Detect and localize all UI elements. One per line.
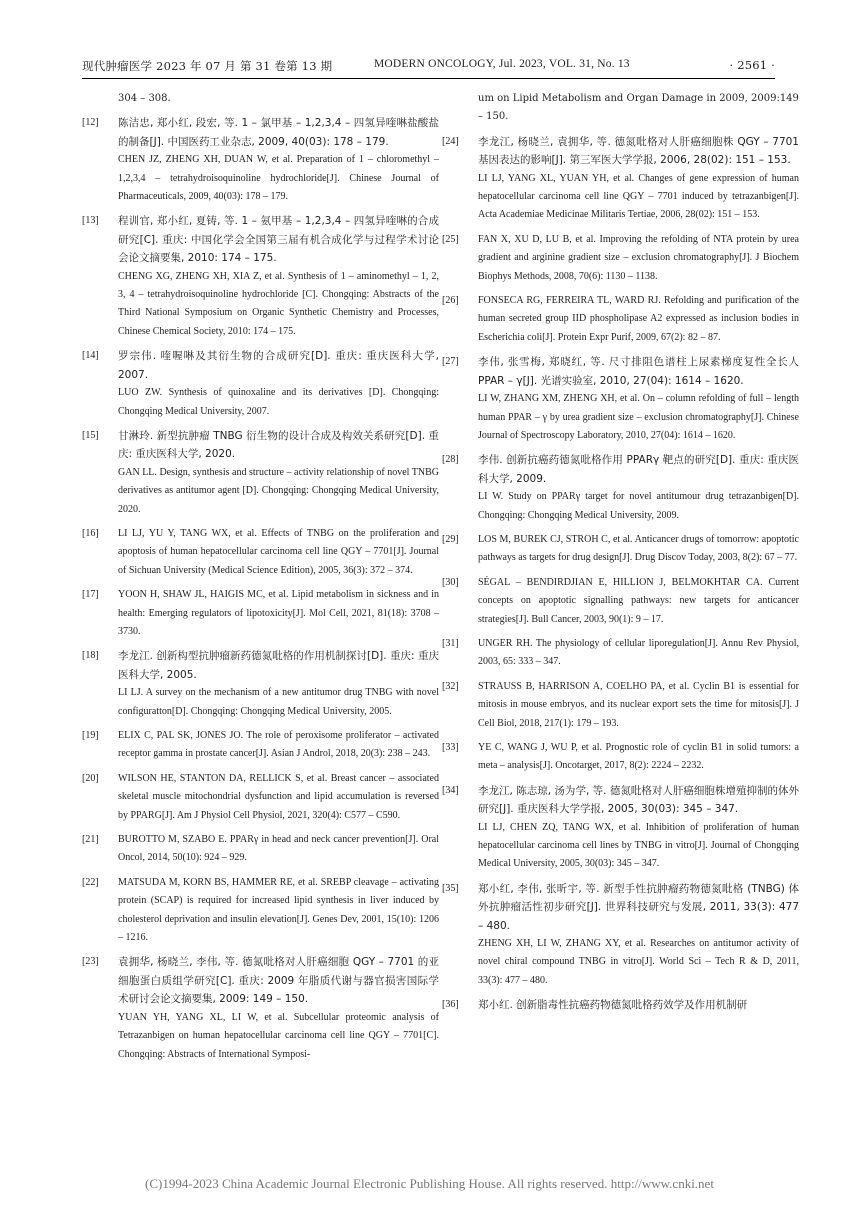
reference-number: [15] [82, 429, 99, 441]
reference-english-citation: FONSECA RG, FERREIRA TL, WARD RJ. Refolding and purification of the human secreted group IID phospholipase A2 expressed as inclusion bodies in Escherichia coli[J]. Protein Expr Purif, 2009, 67(2): 82 – 87. [478, 295, 799, 343]
reference-number: [28] [442, 454, 459, 466]
reference-number: [14] [82, 350, 99, 362]
reference-chinese-citation: 李伟. 创新抗癌药德氮吡格作用 PPARγ 靶点的研究[D]. 重庆: 重庆医科大学, 2009. [478, 454, 799, 485]
reference-text [118, 212, 439, 341]
reference-english-citation: LI W. Study on PPARγ target for novel antitumour drug tetrazanbigen[D]. Chongqing: Chongqing Medical University, 2009. [478, 491, 799, 521]
reference-number: [22] [82, 876, 99, 888]
reference-english-citation: CHENG XG, ZHENG XH, XIA Z, et al. Synthesis of 1 – aminomethyl – 1, 2, 3, 4 – tetrahydroisoquinoline hydrochloride [C]. Chongqing: Abstracts of the Third National Symposium on Organic Synthetic Chemistry and Processes, Chinese Chemical Society, 2010: 174 – 175. [118, 270, 439, 337]
reference-item [442, 739, 799, 776]
page-number: · 2561 · [729, 58, 775, 72]
reference-item [82, 831, 439, 868]
reference-number: [36] [442, 999, 459, 1011]
reference-chinese-citation: 罗宗伟. 喹喔啉及其衍生物的合成研究[D]. 重庆: 重庆医科大学, 2007. [118, 350, 439, 381]
running-header [82, 56, 775, 79]
reference-item [442, 292, 799, 347]
reference-item [442, 531, 799, 568]
reference-text [478, 292, 799, 347]
reference-number: [25] [442, 233, 459, 245]
reference-item [442, 353, 799, 445]
reference-text [118, 727, 439, 764]
reference-text [478, 635, 799, 672]
copyright-footer: (C)1994-2023 China Academic Journal Electronic Publishing House. All rights reserved. http://www.cnki.net [145, 1176, 714, 1191]
reference-number: [24] [442, 135, 459, 147]
reference-chinese-citation: 郑小红. 创新脂毒性抗癌药物德氮吡格药效学及作用机制研 [478, 999, 748, 1012]
reference-chinese-citation: 李龙江, 杨晓兰, 袁拥华, 等. 德氮吡格对人肝癌细胞株 QGY – 7701 基因表达的影响[J]. 第三军医大学学报, 2006, 28(02): 151 – 153. [478, 135, 799, 167]
reference-text [118, 874, 439, 948]
reference-english-citation: FAN X, XU D, LU B, et al. Improving the refolding of NTA protein by urea gradient and arginine gradient size – exclusion chromatography[J]. J Biochem Biophys Methods, 2008, 70(6): 1130 – 1138. [478, 233, 799, 282]
reference-item [82, 347, 439, 421]
reference-number: [19] [82, 730, 99, 741]
reference-item [82, 953, 439, 1063]
reference-text [478, 880, 799, 990]
reference-number: [16] [82, 527, 99, 539]
reference-number: [18] [82, 650, 99, 662]
reference-english-citation: GAN LL. Design, synthesis and structure – activity relationship of novel TNBG derivatives as antitumor agent [D]. Chongqing: Chongqing Medical University, 2020. [118, 466, 439, 515]
reference-number: [30] [442, 576, 459, 588]
reference-item [82, 427, 439, 519]
reference-item [442, 678, 799, 733]
reference-number: [34] [442, 784, 459, 796]
reference-item [82, 586, 439, 641]
reference-text [478, 353, 799, 445]
journal-name-cn: 现代肿瘤医学 2023 年 07 月 第 31 卷第 13 期 [82, 59, 333, 73]
reference-item [82, 114, 439, 206]
right-column [442, 90, 799, 1021]
reference-item [82, 647, 439, 721]
reference-english-citation: LI W, ZHANG XM, ZHENG XH, et al. On – column refolding of full – length human PPAR – γ by urea gradient size – exclusion chromatography[J]. Chinese Journal of Spectroscopy Laboratory, 2010, 27(04): 1614 – 1620. [478, 393, 799, 441]
reference-item [442, 880, 799, 990]
reference-english-citation: LUO ZW. Synthesis of quinoxaline and its derivatives [D]. Chongqing: Chongqing Medical University, 2007. [118, 387, 439, 417]
reference-chinese-citation: 袁拥华, 杨晓兰, 李伟, 等. 德氮吡格对人肝癌细胞 QGY – 7701 的亚细胞蛋白质组学研究[C]. 重庆: 2009 年脂质代谢与器官损害国际学术研讨会论文摘要集, 2009: 149 – 150. [118, 956, 439, 1006]
reference-text [478, 739, 799, 776]
reference-number: [21] [82, 834, 99, 846]
reference-item [442, 231, 799, 286]
reference-english-citation: ELIX C, PAL SK, JONES JO. The role of peroxisome proliferator – activated receptor gamma in prostate cancer[J]. Asian J Androl, 2018, 20(3): 238 – 243. [118, 730, 439, 760]
reference-item [442, 574, 799, 629]
reference-chinese-citation: 李龙江. 创新构型抗肿瘤新药德氮吡格的作用机制探讨[D]. 重庆: 重庆医科大学, 2005. [118, 650, 439, 681]
reference-english-citation: ZHENG XH, LI W, ZHANG XY, et al. Researches on antitumor activity of novel chiral compound TNBG in vitro[J]. World Sci – Tech R & D, 2011, 33(3): 477 – 480. [478, 938, 799, 986]
reference-text [118, 770, 439, 825]
reference-text [478, 133, 799, 225]
reference-english-citation: SÉGAL – BENDIRDJIAN E, HILLION J, BELMOKHTAR CA. Current concepts on apoptotic signalling pathways: new targets for anticancer strategies[J]. Bull Cancer, 2003, 90(1): 9 – 17. [478, 576, 799, 625]
reference-number: [35] [442, 882, 459, 894]
reference-english-citation: LOS M, BUREK CJ, STROH C, et al. Anticancer drugs of tomorrow: apoptotic pathways as targets for drug design[J]. Drug Discov Today, 2003, 8(2): 67 – 77. [478, 533, 799, 564]
reference-text [118, 647, 439, 721]
reference-english-citation: YOON H, SHAW JL, HAIGIS MC, et al. Lipid metabolism in sickness and in health: Emerging regulators of lipotoxicity[J]. Mol Cell, 2021, 81(18): 3708 – 3730. [118, 589, 439, 637]
reference-english-citation: YUAN YH, YANG XL, LI W, et al. Subcellular proteomic analysis of Tetrazanbigen on human hepatocellular carcinoma cell line QGY – 7701[C]. Chongqing: Abstracts of International Symposi- [118, 1011, 439, 1060]
reference-text [118, 525, 439, 580]
reference-number: [13] [82, 215, 99, 227]
reference-number: [31] [442, 637, 459, 649]
reference-item [82, 525, 439, 580]
reference-text [118, 831, 439, 868]
reference-english-citation: CHEN JZ, ZHENG XH, DUAN W, et al. Preparation of 1 – chloromethyl – 1,2,3,4 – tetrahydroisoquinoline hydrochloride[J]. Chinese Journal of Pharmaceuticals, 2009, 40(03): 178 – 179. [118, 154, 439, 203]
reference-text [478, 782, 799, 874]
reference-item [82, 770, 439, 825]
reference-english-citation: LI LJ, YANG XL, YUAN YH, et al. Changes of gene expression of human hepatocellular carcinoma cell line QGY – 7701 induced by tetrazanbigen[J]. Acta Academiae Medicinae Militaris Tertiae, 2006, 28(02): 151 – 153. [478, 172, 799, 221]
reference-chinese-citation: 甘淋玲. 新型抗肿瘤 TNBG 衍生物的设计合成及构效关系研究[D]. 重庆: 重庆医科大学, 2020. [118, 429, 439, 461]
reference-item [442, 133, 799, 225]
reference-item [82, 212, 439, 341]
reference-text [478, 531, 799, 568]
reference-chinese-citation: 郑小红, 李伟, 张昕宇, 等. 新型手性抗肿瘤药物德氮吡格 (TNBG) 体外抗肿瘤活性初步研究[J]. 世界科技研究与发展, 2011, 33(3): 477 – 480. [478, 882, 799, 932]
reference-item [442, 996, 799, 1014]
reference-text [118, 347, 439, 421]
reference-number: [12] [82, 117, 99, 129]
reference-english-citation: STRAUSS B, HARRISON A, COELHO PA, et al. Cyclin B1 is essential for mitosis in mouse embryos, and its nuclear export sets the time for mitosis[J]. J Cell Biol, 2018, 217(1): 179 – 193. [478, 680, 799, 729]
reference-text [478, 451, 799, 525]
reference-number: [32] [442, 680, 459, 692]
reference-text [118, 586, 439, 641]
reference-text [478, 678, 799, 733]
reference-chinese-citation: 程训官, 郑小红, 夏铸, 等. 1 – 氨甲基 – 1,2,3,4 – 四氢异喹啉的合成研究[C]. 重庆: 中国化学会全国第三届有机合成化学与过程学术讨论会论文摘要集, 2010: 174 – 175. [118, 215, 439, 265]
reference-chinese-citation: 李伟, 张雪梅, 郑晓红, 等. 尺寸排阻色谱柱上尿素梯度复性全长人 PPAR – γ[J]. 光谱实验室, 2010, 27(04): 1614 – 1620. [478, 356, 799, 387]
reference-text [478, 574, 799, 629]
reference-text [478, 996, 799, 1014]
reference-english-citation: LI LJ. A survey on the mechanism of a new antitumor drug TNBG with novel configuratton[D]. Chongqing: Chongqing Medical University, 2005. [118, 687, 439, 717]
reference-item [442, 782, 799, 874]
reference-item [82, 874, 439, 948]
left-column [82, 90, 439, 1070]
reference-number: [26] [442, 295, 459, 307]
journal-name-en: MODERN ONCOLOGY, Jul. 2023, VOL. 31, No. 13 [374, 58, 630, 70]
reference-english-citation: UNGER RH. The physiology of cellular liporegulation[J]. Annu Rev Physiol, 2003, 65: 333 – 347. [478, 637, 799, 668]
reference-english-citation: LI LJ, CHEN ZQ, TANG WX, et al. Inhibition of proliferation of human hepatocellular carcinoma cell lines by TNBG in vitro[J]. Journal of Chongqing Medical University, 2005, 30(03): 345 – 347. [478, 821, 799, 870]
reference-text [118, 953, 439, 1063]
reference-text [478, 231, 799, 286]
reference-number: [27] [442, 356, 459, 368]
reference-item [442, 635, 799, 672]
reference-item [442, 451, 799, 525]
reference-number: [33] [442, 742, 459, 753]
reference-text [118, 114, 439, 206]
reference-english-citation: LI LJ, YU Y, TANG WX, et al. Effects of TNBG on the proliferation and apoptosis of human hepatocellular carcinoma cell line QGY – 7701[J]. Journal of Sichuan University (Medical Science Edition), 2005, 36(3): 372 – 374. [118, 527, 439, 576]
reference-english-citation: YE C, WANG J, WU P, et al. Prognostic role of cyclin B1 in solid tumors: a meta – analysis[J]. Oncotarget, 2017, 8(2): 2224 – 2232. [478, 742, 799, 772]
reference-item [82, 727, 439, 764]
reference-chinese-citation: 陈洁忠, 郑小红, 段宏, 等. 1 – 氯甲基 – 1,2,3,4 – 四氢异喹啉盐酸盐的制备[J]. 中国医药工业杂志, 2009, 40(03): 178 – 179. [118, 117, 439, 148]
continued-reference: 304 – 308. [118, 93, 171, 104]
reference-number: [17] [82, 589, 99, 601]
reference-chinese-citation: 李龙江, 陈志琼, 汤为学, 等. 德氮吡格对人肝癌细胞株增殖抑制的体外研究[J]. 重庆医科大学学报, 2005, 30(03): 345 – 347. [478, 784, 799, 816]
reference-number: [29] [442, 533, 459, 545]
reference-english-citation: WILSON HE, STANTON DA, RELLICK S, et al. Breast cancer – associated skeletal muscle mitochondrial dysfunction and lipid accumulation is reversed by PPARG[J]. Am J Physiol Cell Physiol, 2021, 320(4): C577 – C590. [118, 772, 439, 821]
reference-text [118, 427, 439, 519]
reference-number: [20] [82, 772, 99, 784]
continued-reference: um on Lipid Metabolism and Organ Damage in 2009, 2009:149 – 150. [478, 93, 799, 123]
reference-english-citation: BUROTTO M, SZABO E. PPARγ in head and neck cancer prevention[J]. Oral Oncol, 2014, 50(10): 924 – 929. [118, 834, 439, 864]
reference-number: [23] [82, 956, 99, 968]
reference-english-citation: MATSUDA M, KORN BS, HAMMER RE, et al. SREBP cleavage – activating protein (SCAP) is required for increased lipid synthesis in liver induced by cholesterol deprivation and insulin elevation[J]. Genes Dev, 2001, 15(10): 1206 – 1216. [118, 876, 439, 944]
